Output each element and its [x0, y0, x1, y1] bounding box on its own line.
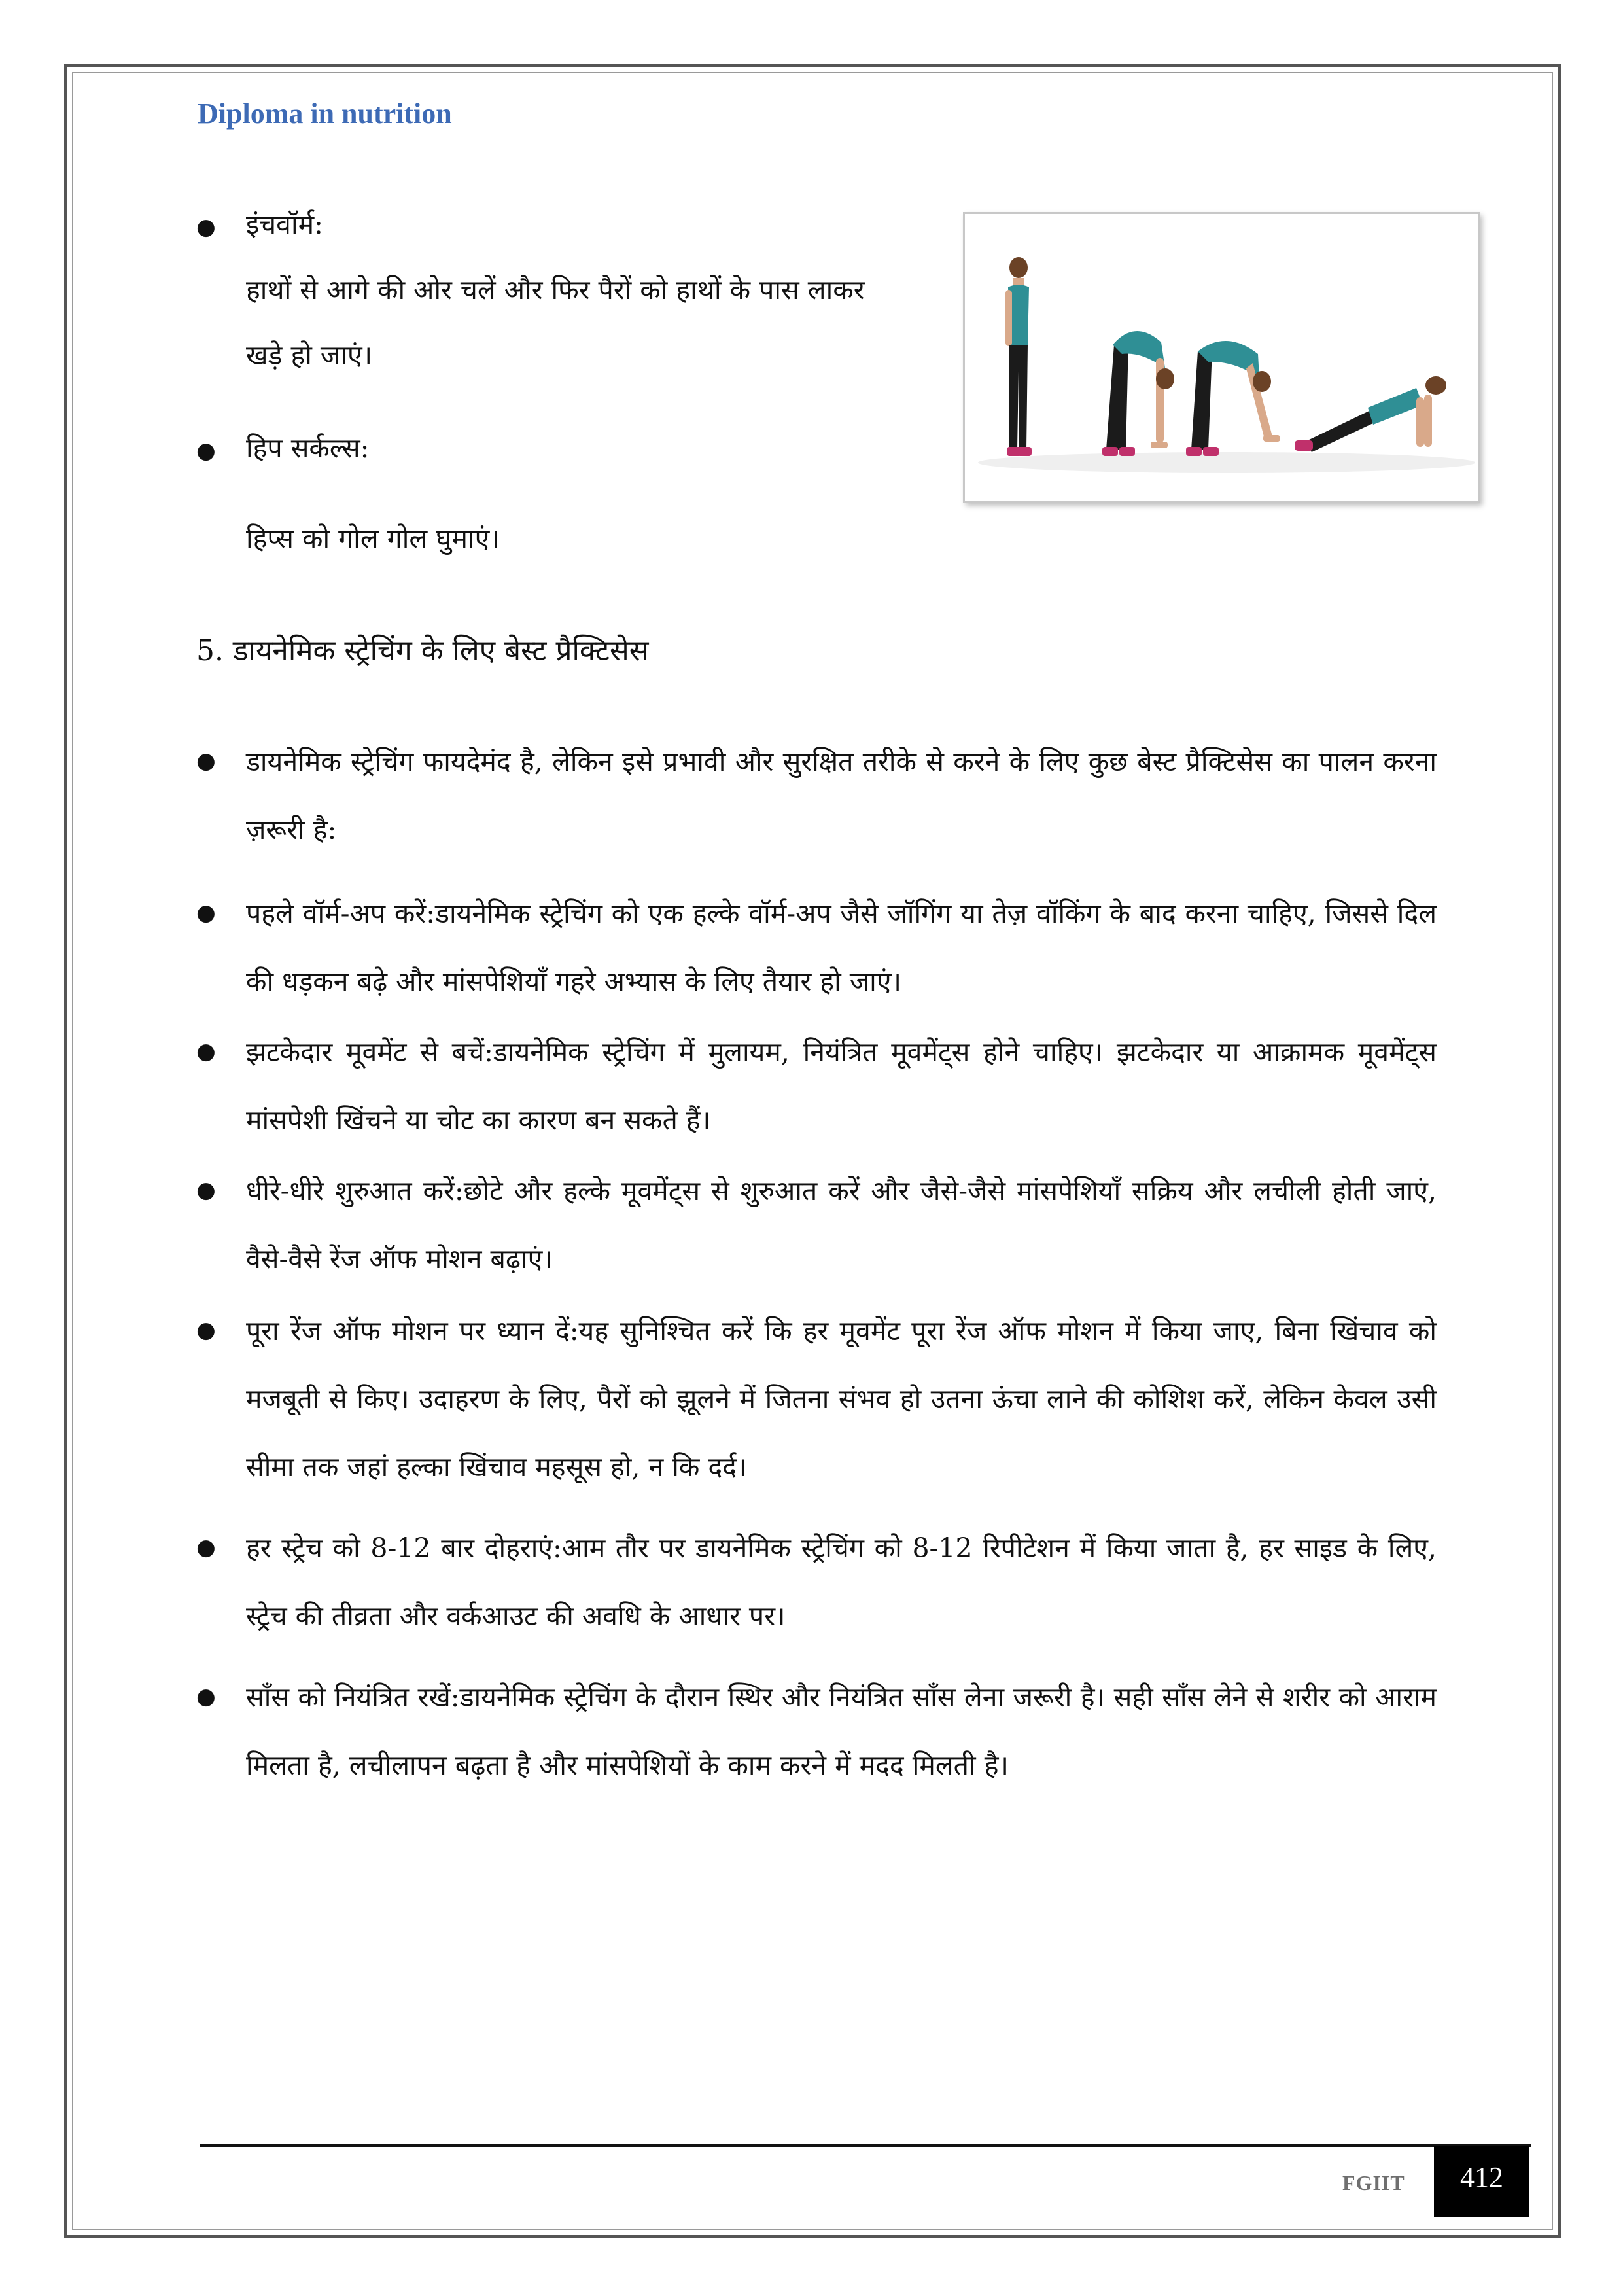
list-item: साँस को नियंत्रित रखें:डायनेमिक स्ट्रेचिंग के दौरान स्थिर और नियंत्रित साँस लेना जरूरी है। सही साँस लेने से शरीर को आराम मिलता है, लचीलापन बढ़ता है और मांसपेशियों के काम करने में मदद मिलती है।: [246, 1682, 1437, 1781]
pose-plank: [1295, 376, 1446, 452]
item-desc-inchworm-line2: खड़े हो जाएं।: [246, 340, 373, 371]
pose-forward-fold: [1102, 331, 1174, 456]
page-number-box: [1434, 2146, 1529, 2217]
bullet-dot: ●: [196, 1684, 216, 1710]
list-item: पूरा रेंज ऑफ मोशन पर ध्यान दें:यह सुनिश्चित करें कि हर मूवमेंट पूरा रेंज ऑफ मोशन में किया जाए, बिना खिंचाव को मजबूती से किए। उदाहरण के लिए, पैरों को झूलने में जितना संभव हो उतना ऊंचा लाने की कोशिश करें, लेकिन केवल उसी सीमा तक जहां हल्का खिंचाव महसूस हो, न कि दर्द।: [246, 1315, 1437, 1483]
item-title-inchworm: इंचवॉर्म:: [246, 209, 323, 240]
page-number: 412: [1460, 2161, 1503, 2193]
list-item: झटकेदार मूवमेंट से बचें:डायनेमिक स्ट्रेचिंग में मुलायम, नियंत्रित मूवमेंट्स होने चाहिए। झटकेदार या आक्रामक मूवमेंट्स मांसपेशी खिंचने या चोट का कारण बन सकते हैं।: [246, 1036, 1437, 1136]
bullet-dot: ●: [196, 438, 216, 464]
pose-walk-out: [1186, 341, 1280, 456]
list-item: पहले वॉर्म-अप करें:डायनेमिक स्ट्रेचिंग को एक हल्के वॉर्म-अप जैसे जॉगिंग या तेज़ वॉकिंग के बाद करना चाहिए, जिससे दिल की धड़कन बढ़े और मांसपेशियाँ गहरे अभ्यास के लिए तैयार हो जाएं।: [246, 898, 1437, 997]
footer-org-label: FGIIT: [1342, 2171, 1405, 2195]
item-desc-inchworm-line1: हाथों से आगे की ओर चलें और फिर पैरों को हाथों के पास लाकर: [246, 274, 865, 306]
bullet-dot: ●: [196, 1317, 216, 1343]
inchworm-exercise-icon: [965, 214, 1478, 501]
list-item: डायनेमिक स्ट्रेचिंग फायदेमंद है, लेकिन इसे प्रभावी और सुरक्षित तरीके से करने के लिए कुछ बेस्ट प्रैक्टिसेस का पालन करना ज़रूरी है:: [246, 746, 1437, 845]
header-title: Diploma in nutrition: [198, 97, 452, 130]
item-title-hip-circles: हिप सर्कल्स:: [246, 433, 370, 464]
footer-rule: [200, 2144, 1531, 2147]
item-desc-hip-circles: हिप्स को गोल गोल घुमाएं।: [246, 523, 500, 554]
bullet-dot: ●: [196, 748, 216, 774]
list-item: हर स्ट्रेच को 8-12 बार दोहराएं:आम तौर पर डायनेमिक स्ट्रेचिंग को 8-12 रिपीटेशन में किया जाता है, हर साइड के लिए, स्ट्रेच की तीव्रता और वर्कआउट की अवधि के आधार पर।: [246, 1532, 1437, 1632]
section-heading: 5. डायनेमिक स्ट्रेचिंग के लिए बेस्ट प्रैक्टिसेस: [196, 634, 649, 667]
list-item: धीरे-धीरे शुरुआत करें:छोटे और हल्के मूवमेंट्स से शुरुआत करें और जैसे-जैसे मांसपेशियाँ सक्रिय और लचीली होती जाएं, वैसे-वैसे रेंज ऑफ मोशन बढ़ाएं।: [246, 1175, 1437, 1275]
pose-standing: [1005, 257, 1032, 456]
bullet-dot: ●: [196, 1038, 216, 1065]
bullet-dot: ●: [196, 1177, 216, 1203]
bullet-dot: ●: [196, 1534, 216, 1561]
bullet-dot: ●: [196, 900, 216, 926]
inchworm-exercise-figure: [963, 212, 1480, 503]
bullet-dot: ●: [196, 214, 216, 240]
